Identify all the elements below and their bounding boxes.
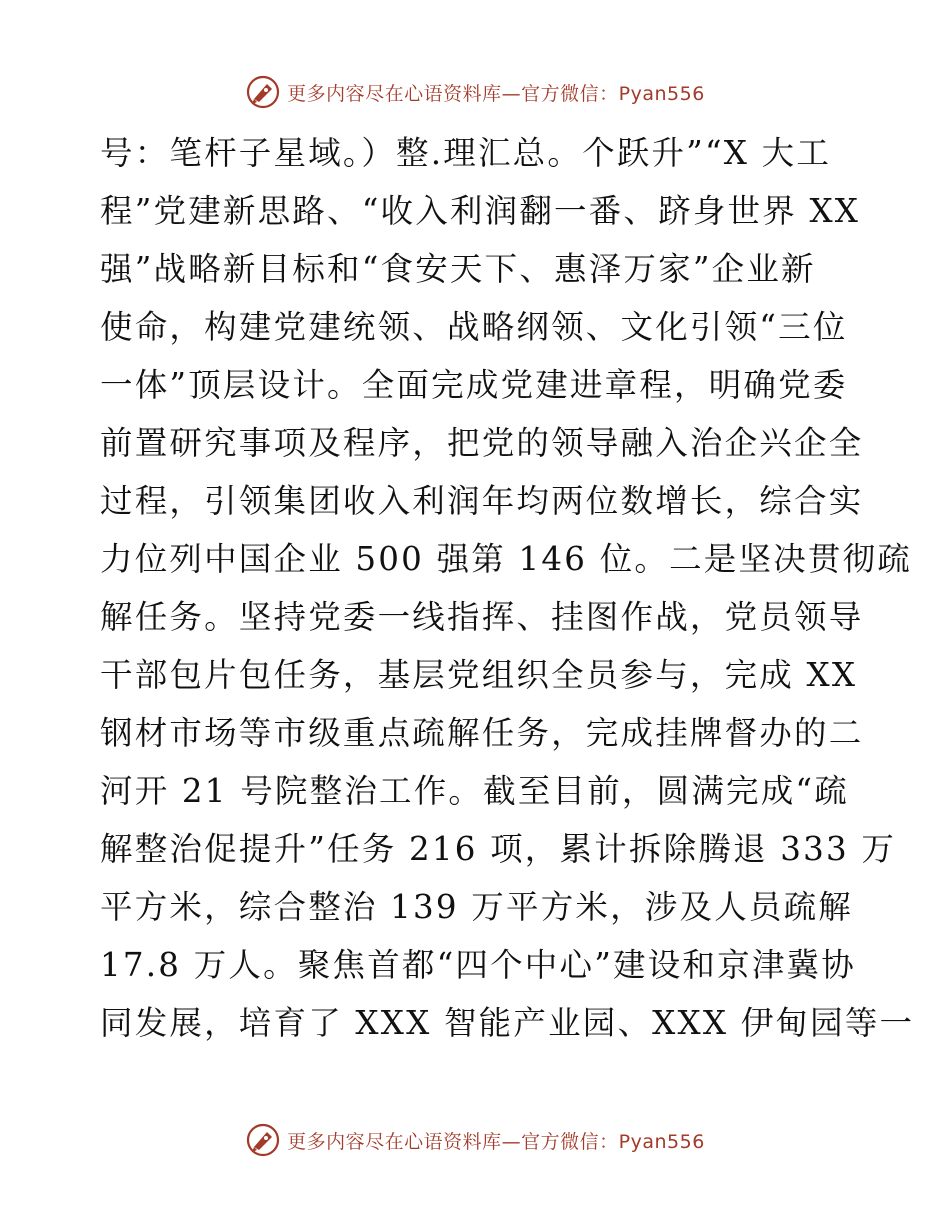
text-line: 同发展，培育了 XXX 智能产业园、XXX 伊甸园等一 — [100, 1004, 915, 1042]
text-line: 力位列中国企业 500 强第 146 位。二是坚决贯彻疏 — [100, 540, 912, 578]
text-line: 解任务。坚持党委一线指挥、挂图作战，党员领导 — [100, 598, 864, 636]
text-line: 使命，构建党建统领、战略纲领、文化引领“三位 — [100, 308, 848, 346]
text-line: 前置研究事项及程序，把党的领导融入治企兴企全 — [100, 424, 864, 462]
header-watermark — [0, 72, 950, 112]
text-line: 钢材市场等市级重点疏解任务，完成挂牌督办的二 — [100, 714, 864, 752]
text-line: 解整治促提升”任务 216 项，累计拆除腾退 333 万 — [100, 830, 897, 868]
text-line: 强”战略新目标和“食安天下、惠泽万家”企业新 — [100, 250, 816, 288]
pen-nib-logo-icon — [245, 1122, 281, 1158]
pen-nib-logo-icon — [245, 74, 281, 110]
text-line: 河开 21 号院整治工作。截至目前，圆满完成“疏 — [100, 772, 849, 810]
text-line: 程”党建新思路、“收入利润翻一番、跻身世界 XX — [100, 192, 861, 230]
document-body — [100, 124, 915, 1052]
text-line: 一体”顶层设计。全面完成党建进章程，明确党委 — [100, 366, 848, 404]
text-line: 号：笔杆子星域。）整.理汇总。个跃升”“X 大工 — [100, 134, 832, 172]
text-line: 17.8 万人。聚焦首都“四个中心”建设和京津冀协 — [100, 946, 856, 984]
text-line: 平方米，综合整治 139 万平方米，涉及人员疏解 — [100, 888, 853, 926]
footer-watermark — [0, 1120, 950, 1160]
text-line: 干部包片包任务，基层党组织全员参与，完成 XX — [100, 656, 858, 694]
text-line: 过程，引领集团收入利润年均两位数增长，综合实 — [100, 482, 864, 520]
footer-watermark-text: 更多内容尽在心语资料库—官方微信：Pyan556 — [287, 1130, 705, 1153]
header-watermark-text: 更多内容尽在心语资料库—官方微信：Pyan556 — [287, 82, 705, 105]
